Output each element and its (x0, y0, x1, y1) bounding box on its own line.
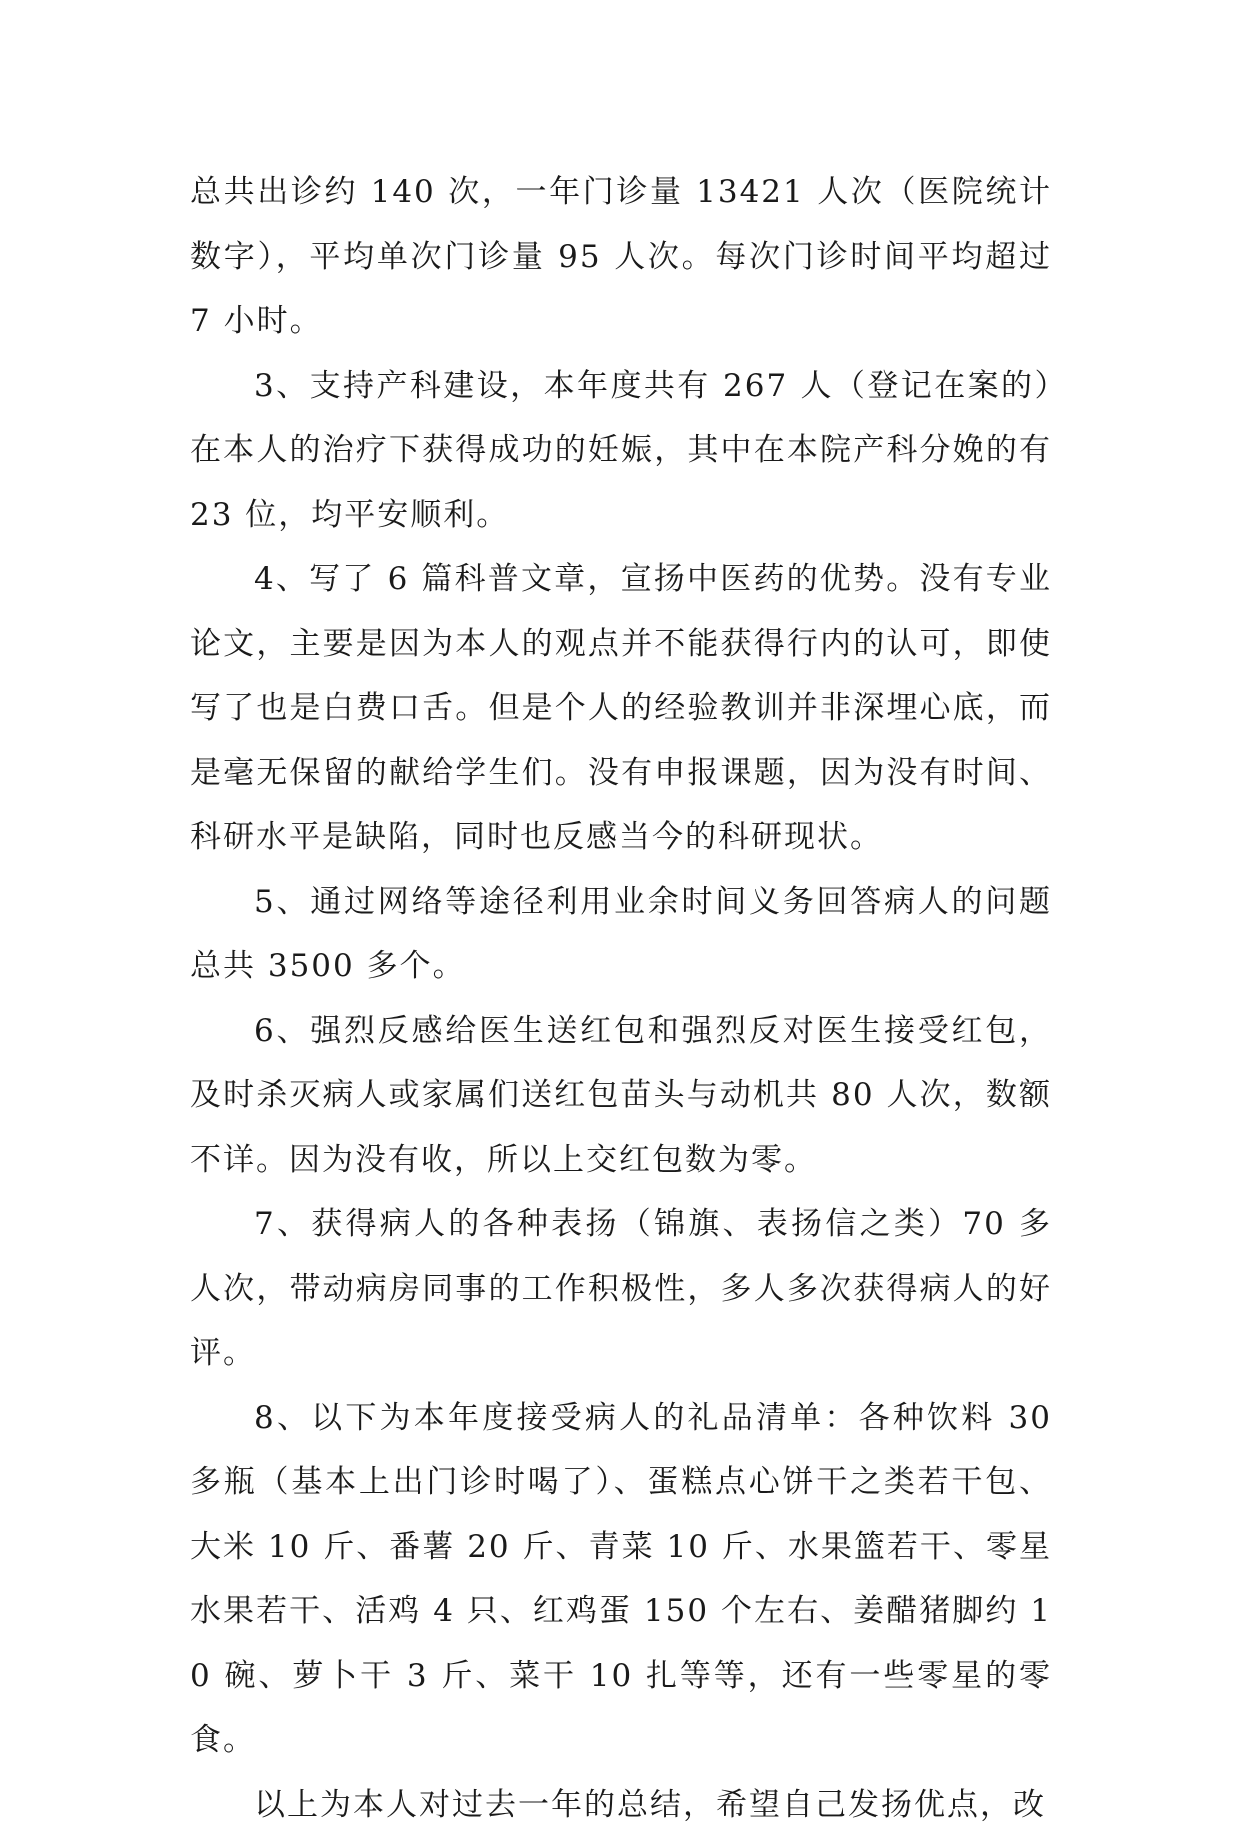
paragraph-item-3-obstetrics: 3、支持产科建设，本年度共有 267 人（登记在案的）在本人的治疗下获得成功的妊娠，其中在本院产科分娩的有 23 位，均平安顺利。 (190, 354, 1052, 548)
paragraph-item-8-gift-list: 8、以下为本年度接受病人的礼品清单：各种饮料 30 多瓶（基本上出门诊时喝了）、蛋糕点心饼干之类若干包、大米 10 斤、番薯 20 斤、青菜 10 斤、水果篮若干、零星水果若干、活鸡 4 只、红鸡蛋 150 个左右、姜醋猪脚约 10 碗、萝卜干 3 斤、菜干 10 扎等等，还有一些零星的零食。 (190, 1386, 1052, 1773)
paragraph-item-6-red-envelopes: 6、强烈反感给医生送红包和强烈反对医生接受红包，及时杀灭病人或家属们送红包苗头与动机共 80 人次，数额不详。因为没有收，所以上交红包数为零。 (190, 999, 1052, 1193)
paragraph-outpatient-summary: 总共出诊约 140 次，一年门诊量 13421 人次（医院统计数字），平均单次门诊量 95 人次。每次门诊时间平均超过 7 小时。 (190, 160, 1052, 354)
paragraph-conclusion: 以上为本人对过去一年的总结，希望自己发扬优点，改 (190, 1773, 1052, 1837)
document-body (190, 160, 1052, 1837)
paragraph-item-7-praise: 7、获得病人的各种表扬（锦旗、表扬信之类）70 多人次，带动病房同事的工作积极性，多人多次获得病人的好评。 (190, 1192, 1052, 1386)
paragraph-item-4-articles: 4、写了 6 篇科普文章，宣扬中医药的优势。没有专业论文，主要是因为本人的观点并不能获得行内的认可，即使写了也是白费口舌。但是个人的经验教训并非深埋心底，而是毫无保留的献给学生们。没有申报课题，因为没有时间、科研水平是缺陷，同时也反感当今的科研现状。 (190, 547, 1052, 870)
paragraph-item-5-online-answers: 5、通过网络等途径利用业余时间义务回答病人的问题总共 3500 多个。 (190, 870, 1052, 999)
